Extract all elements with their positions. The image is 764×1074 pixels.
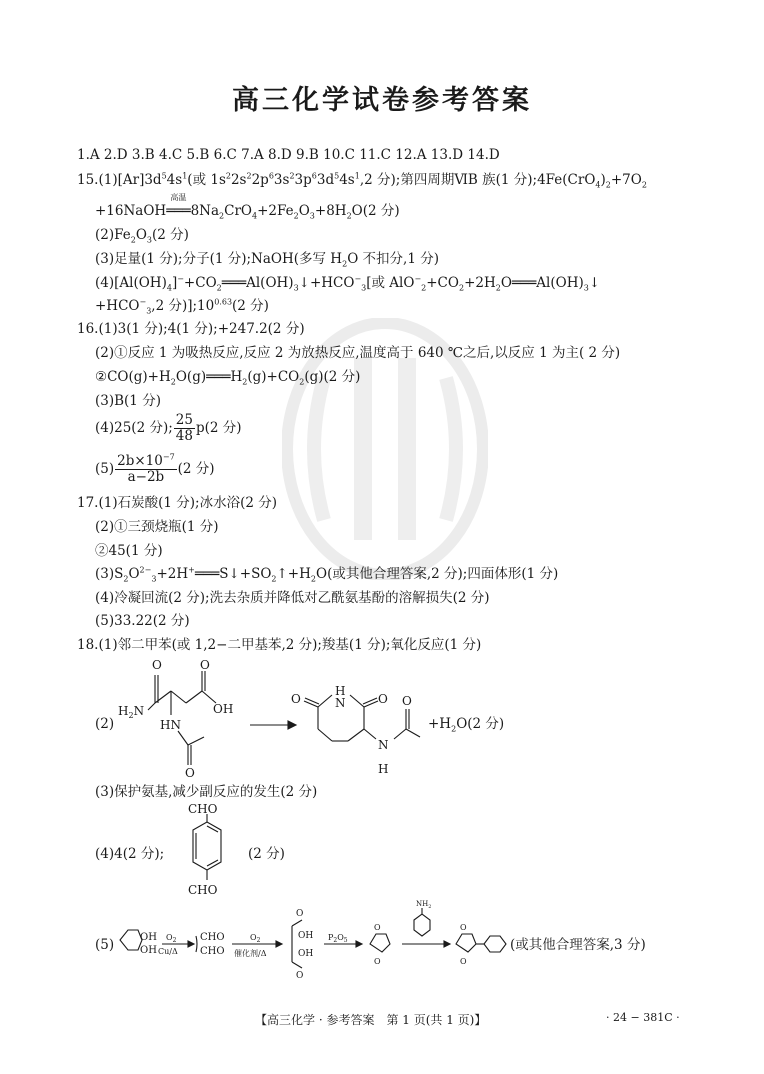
q18-part2-label: (2) bbox=[95, 716, 115, 732]
reagent-cu: Cu/Δ bbox=[158, 947, 178, 956]
label-cho: CHO bbox=[188, 802, 218, 816]
q17-part2b: ②45(1 分) bbox=[95, 543, 163, 559]
doc-code: · 24 − 381C · bbox=[606, 1011, 680, 1024]
q18-part3: (3)保护氨基,减少副反应的发生(2 分) bbox=[95, 784, 318, 800]
label-o: O bbox=[402, 694, 412, 708]
label-oh: OH bbox=[298, 931, 314, 941]
q15-part4-cont: $+HCO^-_3,2$ 分)]$;10^{0.63}(2$ 分) bbox=[95, 297, 269, 316]
label-cho: CHO bbox=[200, 946, 225, 957]
q16-part3: (3)B(1 分) bbox=[95, 393, 161, 409]
label-h: H bbox=[378, 762, 389, 776]
q17-part3: $(3)S_2O^{2-}_3+2H^+═══S↓+SO_2↑+H_2O$(或其他合理答案,2 分);四面体形(1 分) bbox=[95, 565, 559, 584]
label-o: O bbox=[460, 957, 467, 966]
terephthalaldehyde-structure bbox=[176, 802, 236, 898]
q18-part2-tail: $+H_2O(2$ 分) bbox=[428, 716, 505, 734]
q18-part1: 18.(1)邻二甲苯(或 1,2−二甲基苯,2 分);羧基(1 分);氧化反应(1 分) bbox=[77, 637, 482, 653]
label-h2n: $H_2N$ bbox=[118, 704, 145, 720]
q16-part4: (4)25(2 分); $\frac{25}{48}$ p(2 分) bbox=[95, 412, 242, 444]
q16-part2-equation: $②CO(g)+H_2O(g)═══H_2(g)+CO_2(g)(2$ 分) bbox=[95, 369, 361, 387]
mcq-answers: 1.A 2.D 3.B 4.C 5.B 6.C 7.A 8.D 9.B 10.C 11.C 12.A 13.D 14.D bbox=[77, 147, 500, 163]
page-footer: 【高三化学 · 参考答案 第 1 页(共 1 页)】 bbox=[255, 1013, 487, 1027]
q18-part5-label: (5) bbox=[95, 937, 115, 953]
q15-part3: (3)足量(1 分);分子(1 分);NaOH(多写 $H_2O$ 不扣分,1 分) bbox=[95, 251, 439, 269]
label-hn: HN bbox=[160, 718, 181, 732]
q18-part4-score: (2 分) bbox=[248, 846, 285, 862]
label-nh2: $NH_2$ bbox=[416, 900, 432, 910]
q18-part4: (4)4(2 分); bbox=[95, 846, 165, 862]
q17-part5: (5)33.22(2 分) bbox=[95, 613, 190, 629]
label-oh: OH bbox=[140, 945, 157, 956]
q15-part1-equation: +16NaOH 高温 $═══8Na_2CrO_4+2Fe_2O_3+8H_2O(2$ 分) bbox=[95, 193, 400, 221]
q16-part1: 16.(1)3(1 分);4(1 分);+247.2(2 分) bbox=[77, 321, 305, 337]
label-h: H bbox=[335, 684, 346, 698]
q17-part1: 17.(1)石炭酸(1 分);冰水浴(2 分) bbox=[77, 495, 277, 511]
label-oh: OH bbox=[298, 949, 314, 959]
label-oh: OH bbox=[140, 932, 157, 943]
label-o: O bbox=[296, 971, 304, 980]
reagent-p2o5: $P_2O_5$ bbox=[328, 933, 348, 944]
label-o: O bbox=[374, 957, 381, 966]
label-cho: CHO bbox=[188, 883, 218, 897]
label-o: O bbox=[200, 658, 210, 672]
q16-part2: (2)①反应 1 为吸热反应,反应 2 为放热反应,温度高于 640 ℃之后,以反应 1 为主( 2 分) bbox=[95, 345, 621, 361]
label-oh: OH bbox=[213, 702, 234, 716]
label-n: N bbox=[378, 738, 389, 752]
label-o: O bbox=[460, 923, 467, 932]
label-n: N bbox=[335, 696, 346, 710]
q18-part5-tail: (或其他合理答案,3 分) bbox=[510, 937, 646, 953]
label-o: O bbox=[374, 923, 381, 932]
q15-part4: $(4)[Al(OH)_4]^-+CO_2═══Al(OH)_3↓+HCO^-_3$[或 $AlO^-_2+CO_2+2H_2O═══Al(OH)_3↓$ bbox=[95, 274, 601, 293]
q18-part5-synthesis-route bbox=[112, 900, 512, 980]
page-title: 高三化学试卷参考答案 bbox=[232, 85, 532, 116]
q16-part5: (5) $\frac{2b\times 10^{-7}}{a-2b}$ (2 分) bbox=[95, 452, 215, 485]
q15-part2: $(2)Fe_2O_3(2$ 分) bbox=[95, 227, 189, 245]
q17-part4: (4)冷凝回流(2 分);洗去杂质并降低对乙酰氨基酚的溶解损失(2 分) bbox=[95, 590, 490, 606]
q17-part2: (2)①三颈烧瓶(1 分) bbox=[95, 519, 219, 535]
label-o: O bbox=[378, 692, 388, 706]
q15-part1: $15.(1)[Ar]3d^54s^1$(或 $1s^22s^22p^63s^23p^63d^54s^1,2$ 分);第四周期ⅥB 族(1 分)$;4Fe(CrO_4)_2+7O_2$ bbox=[77, 171, 647, 190]
label-cho: CHO bbox=[200, 932, 225, 943]
reagent-catalyst: 催化剂/Δ bbox=[234, 949, 267, 958]
label-o: O bbox=[296, 909, 304, 919]
reagent-o2: $O_2$ bbox=[166, 933, 177, 944]
reagent-o2: $O_2$ bbox=[250, 933, 261, 944]
label-o: O bbox=[185, 766, 195, 779]
label-o: O bbox=[291, 692, 301, 706]
label-o: O bbox=[152, 658, 162, 672]
